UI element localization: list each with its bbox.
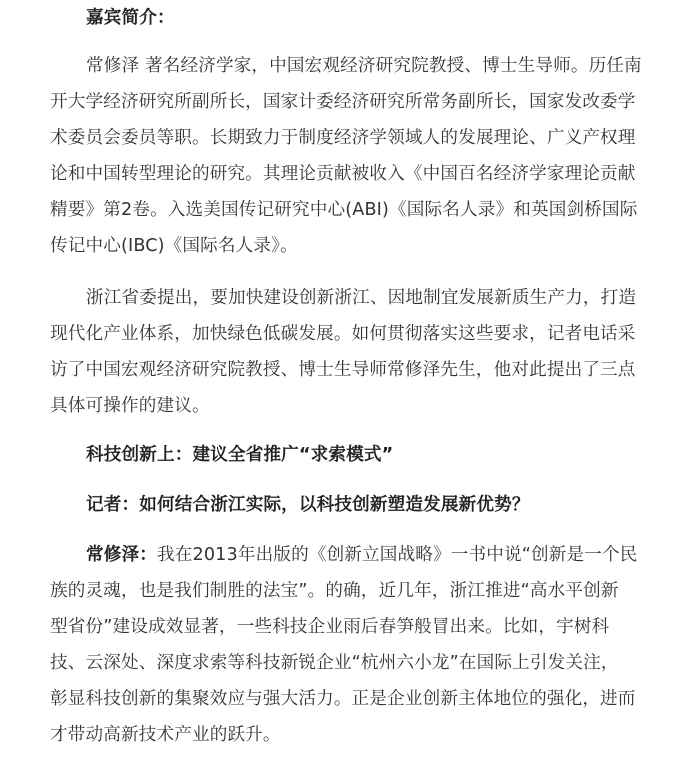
reporter-question: 记者：如何结合浙江实际，以科技创新塑造发展新优势？ xyxy=(86,495,530,515)
answer-line-3: 型省份”建设成效显著，一些科技企业雨后春笋般冒出来。比如，宇树科 xyxy=(50,617,610,637)
intro-line-1: 浙江省委提出，要加快建设创新浙江、因地制宜发展新质生产力，打造 xyxy=(86,288,637,308)
answer-speaker: 常修泽： xyxy=(86,545,157,565)
answer-line-6: 才带动高新技术产业的跃升。 xyxy=(50,725,281,745)
answer-line-5: 彰显科技创新的集聚效应与强大活力。正是企业创新主体地位的强化，进而 xyxy=(50,689,636,709)
bio-line-6: 传记中心(IBC)《国际名人录》。 xyxy=(50,236,298,256)
answer-line-1 xyxy=(86,537,658,573)
section-heading: 科技创新上：建议全省推广“求索模式” xyxy=(86,445,394,465)
answer-line-4: 技、云深处、深度求索等科技新锐企业“杭州六小龙”在国际上引发关注， xyxy=(50,653,619,673)
guest-intro-heading: 嘉宾简介： xyxy=(86,8,175,28)
intro-line-4: 具体可操作的建议。 xyxy=(50,396,210,416)
bio-line-1: 常修泽 著名经济学家，中国宏观经济研究院教授、博士生导师。历任南 xyxy=(86,56,642,76)
bio-line-4: 论和中国转型理论的研究。其理论贡献被收入《中国百名经济学家理论贡献 xyxy=(50,164,636,184)
intro-line-3: 访了中国宏观经济研究院教授、博士生导师常修泽先生，他对此提出了三点 xyxy=(50,360,636,380)
intro-line-2: 现代化产业体系，加快绿色低碳发展。如何贯彻落实这些要求，记者电话采 xyxy=(50,324,636,344)
bio-line-5: 精要》第2卷。入选美国传记研究中心(ABI)《国际名人录》和英国剑桥国际 xyxy=(50,200,638,220)
answer-line-2: 族的灵魂，也是我们制胜的法宝”。的确，近几年，浙江推进“高水平创新 xyxy=(50,581,619,601)
bio-line-2: 开大学经济研究所副所长，国家计委经济研究所常务副所长，国家发改委学 xyxy=(50,92,636,112)
bio-line-3: 术委员会委员等职。长期致力于制度经济学领域人的发展理论、广义产权理 xyxy=(50,128,636,148)
answer-text-1: 我在2013年出版的《创新立国战略》一书中说“创新是一个民 xyxy=(156,545,638,565)
